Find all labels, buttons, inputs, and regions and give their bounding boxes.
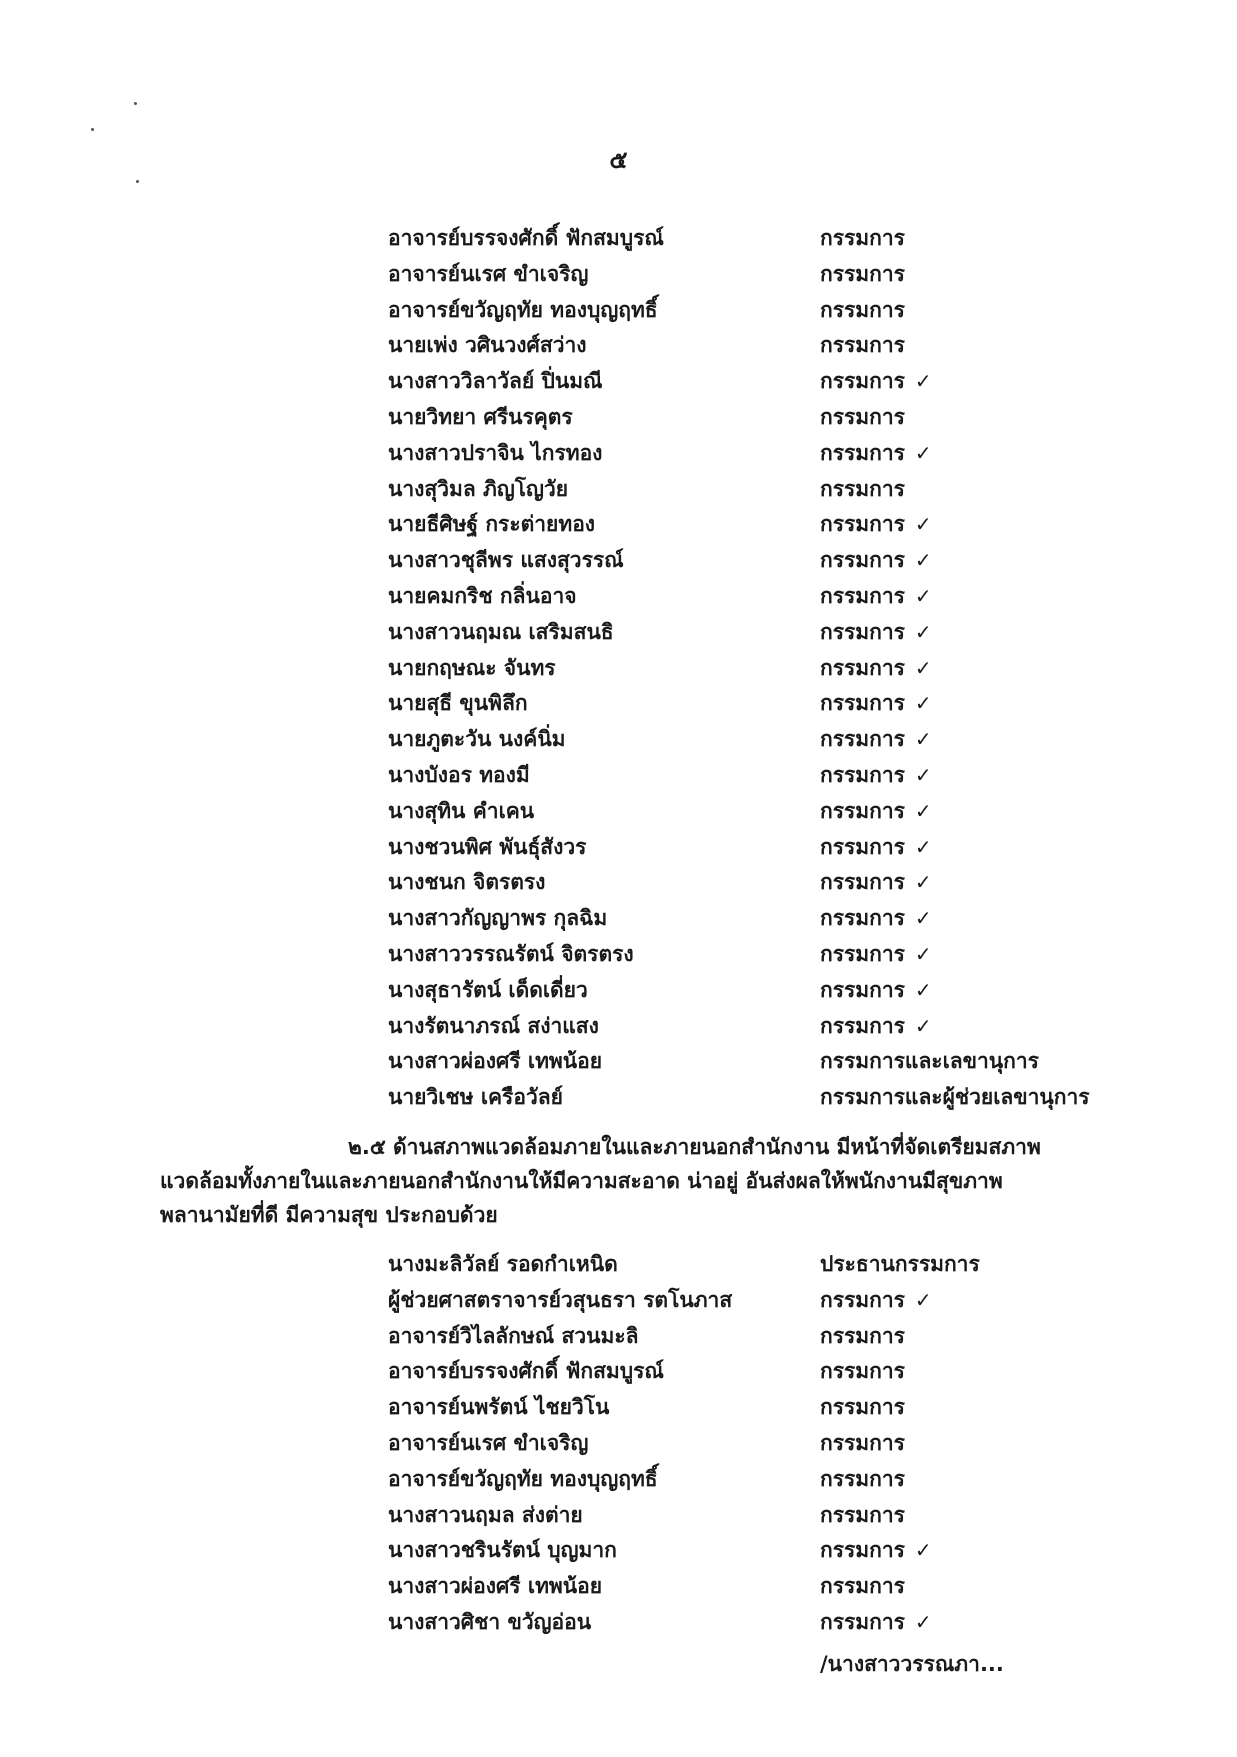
member-role bbox=[820, 435, 932, 471]
member-name: นางสาวผ่องศรี เทพน้อย bbox=[388, 1049, 603, 1074]
committee-member-row bbox=[388, 363, 1148, 399]
member-role bbox=[820, 363, 932, 399]
member-role-text: กรรมการ bbox=[820, 906, 905, 931]
footer-continuation: /นางสาววรรณภา... bbox=[820, 1652, 1004, 1676]
member-role bbox=[820, 506, 932, 542]
committee-member-row bbox=[388, 292, 1148, 328]
member-name: อาจารย์วิไลลักษณ์ สวนมะลิ bbox=[388, 1323, 639, 1348]
member-role-text: กรรมการ bbox=[820, 1502, 905, 1527]
committee-member-row bbox=[388, 685, 1148, 721]
committee-member-row bbox=[388, 1389, 1148, 1425]
check-mark-icon: ✓ bbox=[914, 369, 932, 394]
committee-member-row bbox=[388, 1568, 1148, 1604]
member-role-text: กรรมการ bbox=[820, 834, 905, 859]
member-role-text: กรรมการ bbox=[820, 226, 905, 250]
member-role bbox=[820, 1318, 905, 1354]
member-name: นายคมกริช กลิ่นอาจ bbox=[388, 584, 577, 608]
member-name: นางสาววรรณรัตน์ จิตรตรง bbox=[388, 942, 634, 966]
committee-member-row bbox=[388, 721, 1148, 757]
member-role bbox=[820, 1008, 932, 1044]
member-role bbox=[820, 399, 905, 435]
check-mark-icon: ✓ bbox=[914, 763, 932, 787]
check-mark-icon: ✓ bbox=[914, 942, 932, 966]
committee-member-row bbox=[388, 506, 1148, 542]
member-name: นางสาวศิชา ขวัญอ่อน bbox=[388, 1610, 592, 1634]
member-role-text: กรรมการและผู้ช่วยเลขานุการ bbox=[820, 1085, 1090, 1110]
committee-member-row bbox=[388, 1461, 1148, 1497]
member-name: นางสาวผ่องศรี เทพน้อย bbox=[388, 1574, 603, 1599]
check-mark-icon: ✓ bbox=[914, 655, 932, 680]
committee-member-row bbox=[388, 614, 1148, 650]
check-mark-icon: ✓ bbox=[914, 798, 932, 823]
member-name: นางสุธารัตน์ เด็ดเดี่ยว bbox=[388, 977, 588, 1002]
member-role bbox=[820, 757, 932, 793]
member-role-text: กรรมการ bbox=[820, 476, 905, 501]
committee-member-row bbox=[388, 900, 1148, 936]
member-role-text: กรรมการ bbox=[820, 942, 905, 966]
check-mark-icon: ✓ bbox=[914, 834, 932, 859]
member-role bbox=[820, 721, 932, 757]
member-name: อาจารย์บรรจงศักดิ์ ฟักสมบูรณ์ bbox=[388, 1359, 664, 1384]
check-mark-icon: ✓ bbox=[914, 548, 932, 573]
member-name: นายภูตะวัน นงค์นิ่ม bbox=[388, 727, 566, 752]
member-role-text: กรรมการ bbox=[820, 1395, 905, 1420]
member-role-text: กรรมการและเลขานุการ bbox=[820, 1049, 1039, 1074]
member-name: นางสุทิน คำเคน bbox=[388, 798, 535, 823]
section-heading-title: ๒.๕ ด้านสภาพแวดล้อมภายในและภายนอกสำนักงาน bbox=[348, 1135, 830, 1159]
member-role-text: กรรมการ bbox=[820, 1431, 905, 1455]
member-role-text: กรรมการ bbox=[820, 1013, 905, 1038]
committee-member-row bbox=[388, 1532, 1148, 1568]
member-name: อาจารย์ขวัญฤทัย ทองบุญฤทธิ์ bbox=[388, 1466, 658, 1491]
member-role bbox=[820, 1246, 980, 1282]
member-name: นายธีศิษฐ์ กระต่ายทอง bbox=[388, 512, 596, 537]
member-name: ผู้ช่วยศาสตราจารย์วสุนธรา รตโนภาส bbox=[388, 1287, 733, 1312]
check-mark-icon: ✓ bbox=[914, 1013, 932, 1038]
member-role bbox=[820, 471, 905, 507]
member-name: นางสาวชรินรัตน์ บุญมาก bbox=[388, 1538, 617, 1563]
member-role bbox=[820, 1532, 932, 1568]
member-role-text: กรรมการ bbox=[820, 1610, 905, 1634]
member-role-text: กรรมการ bbox=[820, 619, 905, 644]
member-name: นางสาวปราจิน ไกรทอง bbox=[388, 440, 603, 465]
check-mark-icon: ✓ bbox=[914, 1538, 932, 1563]
member-name: นางสาวกัญญาพร กุลฉิม bbox=[388, 906, 608, 931]
committee-member-row bbox=[388, 1604, 1148, 1640]
committee-member-row bbox=[388, 1425, 1148, 1461]
check-mark-icon: ✓ bbox=[914, 584, 932, 608]
member-role bbox=[820, 1079, 1090, 1115]
member-role bbox=[820, 900, 932, 936]
committee-member-row bbox=[388, 1008, 1148, 1044]
member-role-text: กรรมการ bbox=[820, 1287, 905, 1312]
member-role bbox=[820, 542, 932, 578]
member-role-text: กรรมการ bbox=[820, 798, 905, 823]
member-name: อาจารย์นเรศ ขำเจริญ bbox=[388, 261, 589, 286]
committee-member-row bbox=[388, 542, 1148, 578]
member-name: อาจารย์บรรจงศักดิ์ ฟักสมบูรณ์ bbox=[388, 226, 664, 250]
member-role bbox=[820, 936, 932, 972]
member-role bbox=[820, 650, 932, 686]
committee-member-row bbox=[388, 972, 1148, 1008]
member-name: นางชนก จิตรตรง bbox=[388, 870, 546, 895]
member-role bbox=[820, 1043, 1039, 1079]
member-role-text: กรรมการ bbox=[820, 297, 905, 322]
committee-member-row bbox=[388, 936, 1148, 972]
member-name: นายสุธี ขุนพิลึก bbox=[388, 691, 528, 716]
member-name: นางสุวิมล ภิญโญวัย bbox=[388, 476, 569, 501]
member-role bbox=[820, 1604, 932, 1640]
committee-member-row bbox=[388, 1497, 1148, 1533]
member-role-text: กรรมการ bbox=[820, 261, 905, 286]
member-role bbox=[820, 292, 905, 328]
check-mark-icon: ✓ bbox=[914, 691, 932, 716]
member-role bbox=[820, 614, 932, 650]
member-name: นางชวนพิศ พันธุ์สังวร bbox=[388, 834, 587, 859]
member-role-text: กรรมการ bbox=[820, 727, 905, 752]
member-role-text: กรรมการ bbox=[820, 1538, 905, 1563]
check-mark-icon: ✓ bbox=[914, 1287, 932, 1312]
member-role-text: กรรมการ bbox=[820, 333, 905, 358]
member-role bbox=[820, 1389, 905, 1425]
committee-member-row bbox=[388, 1318, 1148, 1354]
committee-member-row bbox=[388, 1246, 1148, 1282]
member-role-text: กรรมการ bbox=[820, 763, 905, 787]
member-role-text: กรรมการ bbox=[820, 1323, 905, 1348]
member-role bbox=[820, 972, 932, 1008]
member-role bbox=[820, 578, 932, 614]
member-role bbox=[820, 829, 932, 865]
committee-member-row bbox=[388, 256, 1148, 292]
check-mark-icon: ✓ bbox=[914, 440, 932, 465]
check-mark-icon: ✓ bbox=[914, 977, 932, 1002]
member-role-text: กรรมการ bbox=[820, 440, 905, 465]
committee-member-row bbox=[388, 864, 1148, 900]
member-name: นางสาวนฤมล ส่งต่าย bbox=[388, 1502, 583, 1527]
committee-member-row bbox=[388, 471, 1148, 507]
committee-member-row bbox=[388, 399, 1148, 435]
member-role bbox=[820, 1461, 905, 1497]
committee-member-row bbox=[388, 578, 1148, 614]
member-role-text: กรรมการ bbox=[820, 977, 905, 1002]
member-role bbox=[820, 793, 932, 829]
check-mark-icon: ✓ bbox=[914, 870, 932, 895]
member-role bbox=[820, 1568, 905, 1604]
check-mark-icon: ✓ bbox=[914, 727, 932, 752]
section-heading-description: มีหน้าที่จัดเตรียมสภาพแวดล้อมทั้งภายในและภายนอกสำนักงานให้มีความสะอาด น่าอยู่ อันส่งผลให้พนักงานมีสุขภาพ พลานามัยที่ดี มีความสุข ประกอบด้วย bbox=[160, 1135, 1041, 1227]
member-role-text: กรรมการ bbox=[820, 369, 905, 394]
member-role-text: กรรมการ bbox=[820, 1466, 905, 1491]
member-role-text: กรรมการ bbox=[820, 870, 905, 895]
member-name: อาจารย์นพรัตน์ ไชยวิโน bbox=[388, 1395, 610, 1420]
member-role-text: กรรมการ bbox=[820, 1359, 905, 1384]
member-role bbox=[820, 220, 905, 256]
committee-member-row bbox=[388, 435, 1148, 471]
member-name: นายเพ่ง วศินวงศ์สว่าง bbox=[388, 333, 587, 358]
committee-member-row bbox=[388, 757, 1148, 793]
committee-member-row bbox=[388, 829, 1148, 865]
member-name: นางรัตนาภรณ์ สง่าแสง bbox=[388, 1013, 599, 1038]
member-name: นายกฤษณะ จันทร bbox=[388, 655, 556, 680]
member-name: นางบังอร ทองมี bbox=[388, 763, 530, 787]
committee-member-row bbox=[388, 220, 1148, 256]
scan-speck bbox=[134, 102, 137, 105]
member-name: นายวิทยา ศรีนรคุตร bbox=[388, 405, 573, 429]
page-number: ๕ bbox=[609, 146, 628, 174]
member-role-text: ประธานกรรมการ bbox=[820, 1252, 980, 1276]
member-name: นางมะลิวัลย์ รอดกำเหนิด bbox=[388, 1252, 618, 1276]
committee-member-row bbox=[388, 1282, 1148, 1318]
committee-member-row bbox=[388, 327, 1148, 363]
check-mark-icon: ✓ bbox=[914, 619, 932, 644]
check-mark-icon: ✓ bbox=[914, 1610, 932, 1634]
scan-speck bbox=[136, 180, 139, 183]
scan-speck bbox=[91, 128, 94, 131]
member-role bbox=[820, 327, 905, 363]
check-mark-icon: ✓ bbox=[914, 906, 932, 931]
member-role bbox=[820, 1497, 905, 1533]
member-role-text: กรรมการ bbox=[820, 512, 905, 537]
committee-member-row bbox=[388, 650, 1148, 686]
member-role-text: กรรมการ bbox=[820, 405, 905, 429]
member-role-text: กรรมการ bbox=[820, 691, 905, 716]
committee-member-row bbox=[388, 1353, 1148, 1389]
member-role-text: กรรมการ bbox=[820, 548, 905, 573]
member-name: นางสาววิลาวัลย์ ปิ่นมณี bbox=[388, 369, 603, 394]
member-role bbox=[820, 1282, 932, 1318]
member-role-text: กรรมการ bbox=[820, 655, 905, 680]
check-mark-icon: ✓ bbox=[914, 512, 932, 537]
member-role bbox=[820, 1425, 905, 1461]
member-role bbox=[820, 256, 905, 292]
member-role bbox=[820, 1353, 905, 1389]
member-name: อาจารย์ขวัญฤทัย ทองบุญฤทธิ์ bbox=[388, 297, 658, 322]
member-name: นายวิเชษ เครือวัลย์ bbox=[388, 1085, 563, 1110]
member-name: นางสาวนฤมณ เสริมสนธิ bbox=[388, 619, 614, 644]
member-role-text: กรรมการ bbox=[820, 584, 905, 608]
member-role bbox=[820, 864, 932, 900]
member-name: อาจารย์นเรศ ขำเจริญ bbox=[388, 1431, 589, 1455]
member-name: นางสาวชุลีพร แสงสุวรรณ์ bbox=[388, 548, 624, 573]
committee-member-row bbox=[388, 793, 1148, 829]
member-role-text: กรรมการ bbox=[820, 1574, 905, 1599]
member-role bbox=[820, 685, 932, 721]
committee-member-row bbox=[388, 1043, 1148, 1079]
section-heading-2-5 bbox=[160, 1130, 1100, 1232]
committee-member-row bbox=[388, 1079, 1148, 1115]
